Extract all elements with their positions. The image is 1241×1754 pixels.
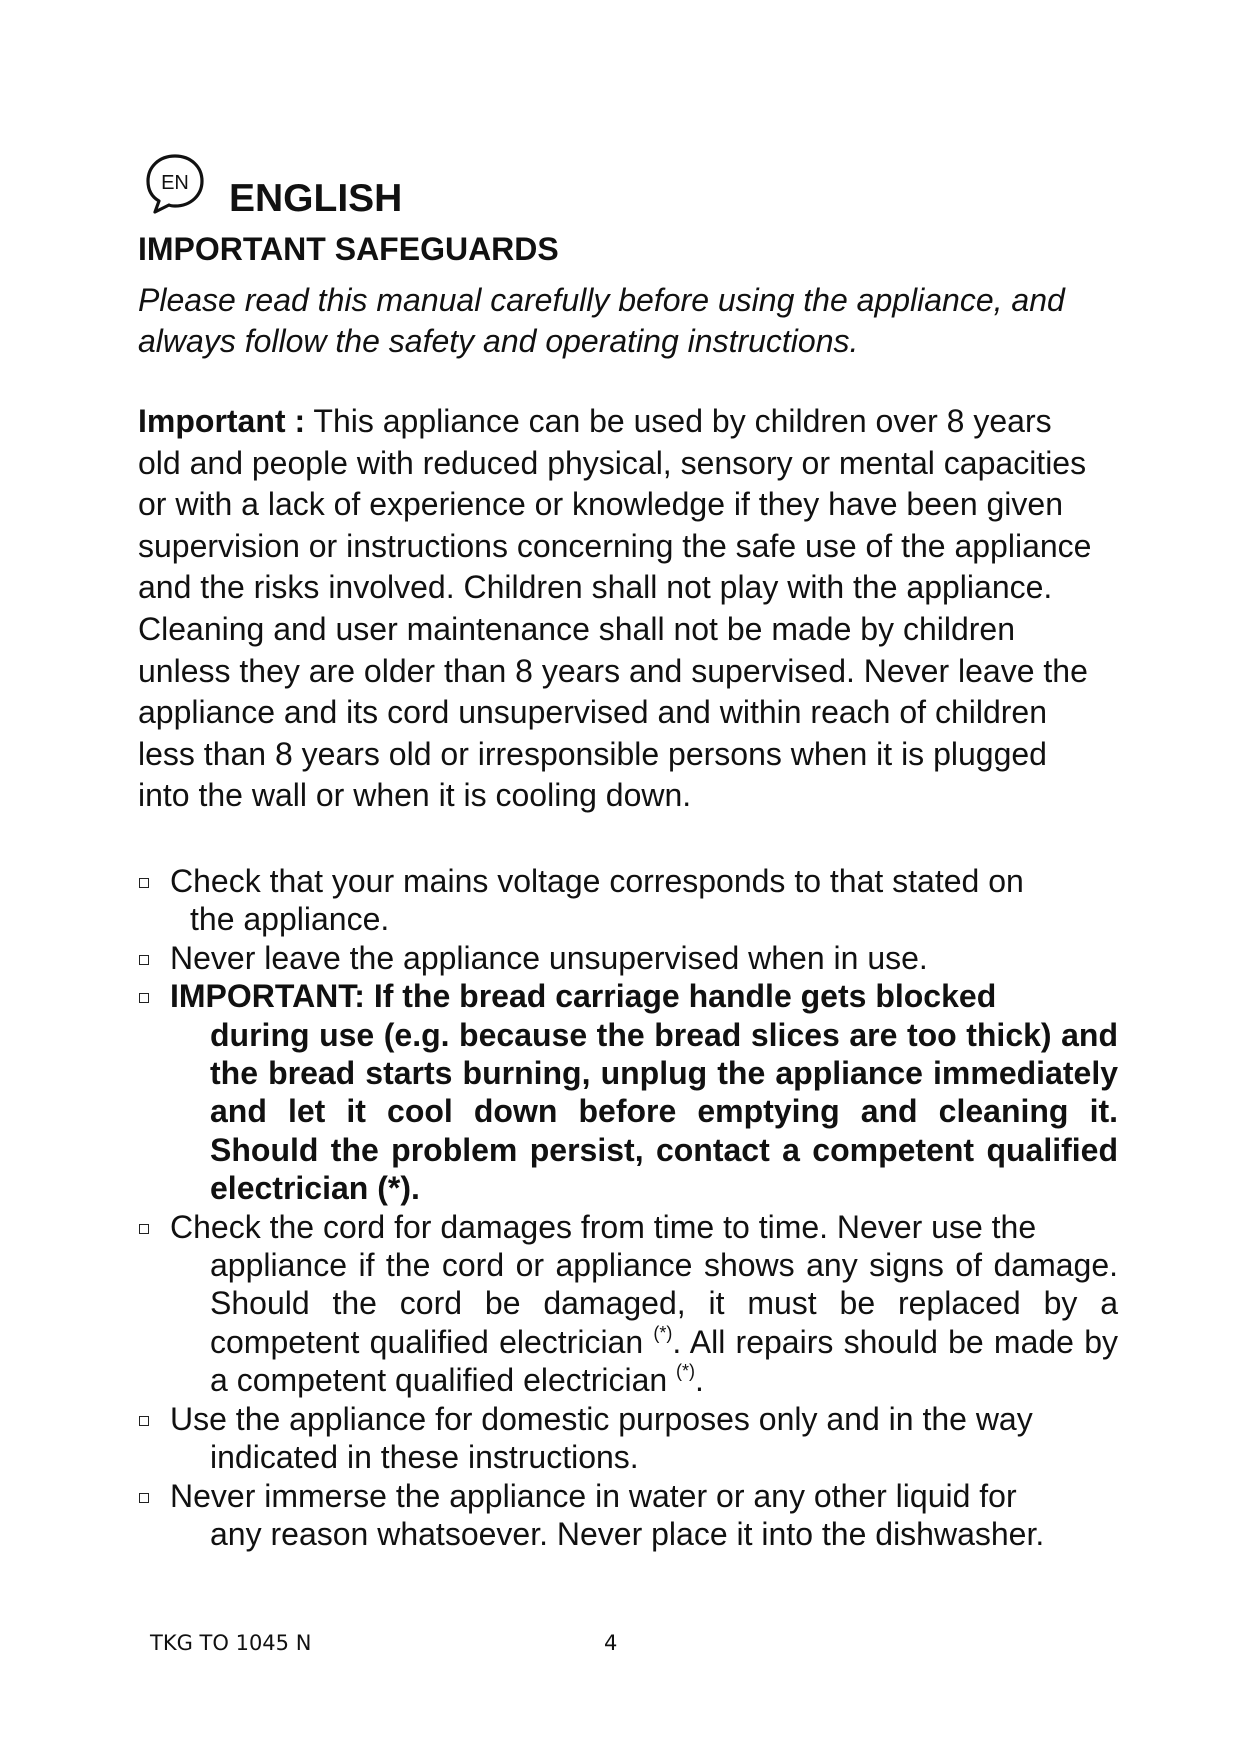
checkbox-bullet-icon (139, 878, 149, 888)
important-text: This appliance can be used by children over 8 years old and people with reduced physical, sensory or mental capacities or with a lack of experience or knowledge if they have been given supervision or instructions concerning the safe use of the appliance and the risks involved. Children shall not play with the appliance. Cleaning and user maintenance shall not be made by children unless they are older than 8 years and supervised. Never leave the appliance and its cord unsupervised and within reach of children less than 8 years old or irresponsible persons when it is plugged into the wall or when it is cooling down. (138, 403, 1092, 814)
list-item: Check that your mains voltage corresponds to that stated on the appliance. (138, 862, 1118, 939)
language-heading: ENGLISH (229, 177, 403, 220)
list-item: Use the appliance for domestic purposes only and in the way indicated in these instructions. (138, 1400, 1118, 1477)
section-title: IMPORTANT SAFEGUARDS (138, 231, 559, 267)
list-item-warning: IMPORTANT: If the bread carriage handle gets blocked during use (e.g. because the bread slices are too thick) and the bread starts burning, unplug the appliance immediately and let it cool down before emptying and cleaning it. Should the problem persist, contact a competent qualified electrician (*). (138, 977, 1118, 1207)
checkbox-bullet-icon (139, 993, 149, 1003)
safety-list (138, 862, 1118, 1553)
checkbox-bullet-icon (139, 1493, 149, 1503)
checkbox-bullet-icon (139, 1224, 149, 1234)
footer-model-number: TKG TO 1045 N (150, 1631, 312, 1655)
important-label: Important : (138, 403, 306, 439)
list-item: Never immerse the appliance in water or any other liquid for any reason whatsoever. Never place it into the dishwasher. (138, 1477, 1118, 1554)
list-item: Never leave the appliance unsupervised when in use. (138, 939, 1118, 977)
list-item: Check the cord for damages from time to time. Never use the appliance if the cord or appliance shows any signs of damage. Should the cord be damaged, it must be replaced by a competent qualified electrician (*). All repairs should be made by a competent qualified electrician (*). (138, 1208, 1118, 1400)
intro-text: Please read this manual carefully before using the appliance, and always follow the safety and operating instructions. (138, 282, 1065, 359)
language-badge-text: EN (161, 172, 189, 194)
checkbox-bullet-icon (139, 1416, 149, 1426)
speech-bubble-language-icon (143, 152, 207, 216)
footer-page-number: 4 (604, 1631, 618, 1655)
checkbox-bullet-icon (139, 955, 149, 965)
important-notice (138, 401, 1103, 817)
